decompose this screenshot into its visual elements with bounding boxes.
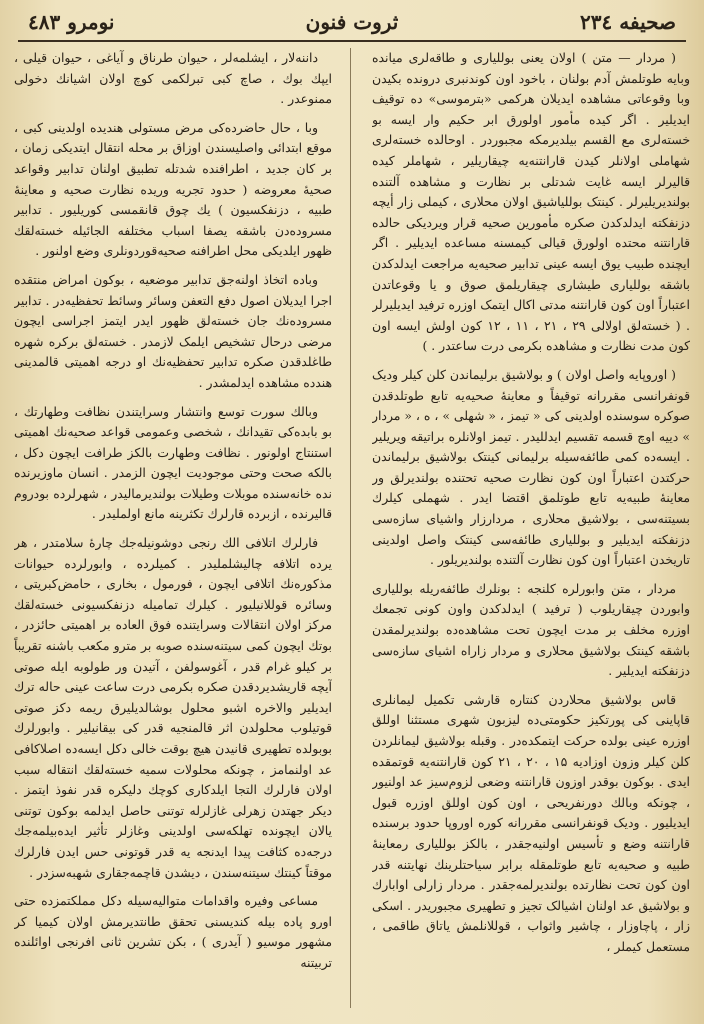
journal-title: ثروت فنون xyxy=(305,10,399,34)
paragraph: مردار ، متن وابورلره کلنجه : بونلرك طائفه‌ریله بوللیاری وابوردن چیقاریلوب ( ترفید ) ایدلدکدن واون کونی تجمعك اوزره مخلف بر مدت ایچون تحت مشاهده‌ده بولندیرلمقدن باشقه کینتک بولاشیق محلاری و مردار زاراه اشیای سازه‌سی دزنفکته ایدیلیر . xyxy=(372,580,690,679)
paragraph: ( مردار — متن ) اولان یعنی بوللیاری و طاقه‌لری میانده وبایه طوتلمش آدم بولنان ، باخود اون کوندنبری درونده بکیدن وبا وقوعاتی مشاهده ایدیلان هرکمی «بترموسی» ده توقیف ایدیلیر . اگر کیده مأمور اولورق ابر حکیم وار ایسه بو خسته‌لری مع القسم بیلدیرمکه مجبوردر . اوحالده خسته‌لری شهاملی اولانلر کیدن قارانتنه‌یه چیقاریلیر ، شهاملر کیده قالیرلر ایسه غایت شدتلی بر نظارت و مشاهده آلتنده بولندیریلیرلر . کینتک بوللیاشیق اولان محلاری ، کیملی زار أیچه دزنفکته ایدلدکدن صکره مأمورین صحیه قرار ویردیکی حالده قارانتنه محتده اولورق قیالی کیمسنه مساعده ایدیلیر . اگر ایچنده طبیب یوق ایسه عینی تدابیر صحیه‌یه مراجعت ایدلدکدن باشقه بوللیاری طیشاری چیقاریلمق صوق و یا وقوعاتدن اعتباراً اون کون قارانتنه مدتی اکال ایتمک اوزره ترفید ایدیلیرلر . ( خسته‌لق اولالی ۲۹ ، ۲۱ ، ۱۱ ، ۱۲ کون اولش ایسه اون کون مدت نظارت و مشاهده بکرمی درت ساعتدر . ) xyxy=(372,50,690,354)
paragraph: قاس بولاشیق محلاردن کنتاره قارشی تکمیل لیمانلری قاپاینی کی پورتکیز حکومتی‌ده لیزبون شهری مستثنا اوللق اوزره عینی بولده حرکت ایتمکده‌در . وقبله بولاشیق لیمانلردن کلن کیلر وزون اوزادیه ۱۵ ، ۲۰ ، ۲۱ کون قارانتنه‌یه قوتمقده ایدی . بوکون بوقدر اوزون قارانتنه وضعی لزوم‌سیز عد اولنیور ، چونکه وبالك دورنفریحی ، اون کون اوللق اوزره قبول ایدیلیور . ودیک قونفرانسی مقررانه کوره اوروپا حدود برسنده قارانتنه وضع و تأسیس اولنیه‌جقدر ، بالکز بوللیاری رمعاینهٔ طبیه و صحیه‌یه تابع طوتلمقله برابر سیاحتلرینك نهایتنه قدر اون کون تحت نظارتده بولندیرلمه‌جقدر . مردار زارلی اوابارك و بولاشیق عد اولنان اشیالک تجیز و تطهیری مجبوریدر . اسکی زار ، پاچاوزار ، چاشیر واثواب ، قوللانلمش یاتاق طاقمی ، مستعمل کیملر ، xyxy=(372,691,690,954)
paragraph: وبا ، حال حاضرده‌کی مرض مستولی هندیده اولدینی کبی ، موقع ابتدائی واصلیسندن اوزاق بر محله انتقال ایتدیکی زمان ، بر کان جدید ، اطرافنده شدتله تطبیق اولنان تدابیر وقواعد صحیهٔ معروضه ( حدود تجریه وریده نظارت صحیه و معاینهٔ طبیه ، دزنفکسیون ) یك چوق قانقمسی کوریلیور . تدابیر مسروده‌دن باشقه یصفا اسباب مختلفه الجائیله خسته‌لقك ظهور ایلدیکی محل اطرافنه صحیه‌قوردونلری وضع اولنور . xyxy=(14,119,332,259)
issue-number: نومرو ٤٨٣ xyxy=(28,10,115,34)
paragraph: ( اوروپایه واصل اولان ) و بولاشیق برلیماندن کلن کیلر ودیک قونفرانسی مقررانه توقیفاً و معاینهٔ صحیه‌یه تابع طوتلدقدن صوکره سوسنده اولدینی کی « تیمز ، « شهلی » ، ه ، « مردار » دییه اوچ قسمه تقسیم ایدللیدر . تیمز اولانلره براتیقه ویریلیر . ایسه‌ده کمی طائفه‌سیله برلیمانی کینتک بولاشیق برلیماندن حرکتدن اعتباراً اون کون نظارت صحیه تحتنده بولندیرلق ور معاینهٔ طبیه‌یه تابع طوتلمق اقتضا ایدر . شهملی کیلرك بسیتنه‌سی ، بولاشیق محلاری ، مردارزار واشیای سازه‌سی دزنفکته ایدیلیر و بوللیاری طائفه‌سی کینتک واصل اولدینی تاریخدن اعتباراً اون کون نظارت آلتنده بولندیریلور . xyxy=(372,366,690,568)
paragraph: وبالك سورت توسع وانتشار وسرایتندن نظافت وطهارتك ، بو بابده‌کی تقیدانك ، شخصی وعمومی قواعد صحیه‌نك اهمیتی استنتاج اولونور . نظافت وطهارت بالکز طرافت ایچون دکل ، بالکه صحت وحتی موجودیت ایچون الزمدر . انسان ماوزیرنده نده خانه‌سنده موبلات وطیلات بولندیرمالیدر ، شهرلرده بودروم قالیرنده ، ازبرده قارلرك تکثرینه مانع اولملیدر . xyxy=(14,403,332,522)
paragraph: فارلرك اتلافی الك رنجی دوشونیله‌جك چارهٔ سلامتدر ، هر یرده اتلافه چالیشلملیدر . کمیلرده ، وابورلرده حیوانات مذکوره‌نك اتلافی ایچون ، فورمول ، بخاری ، حامض‌کبریتی ، وسائره قوللانیلیور . کیلرك تمامیله دزنفکسیونی خسته‌لقك مرکز اولان انتقالات وسرایتنده فوق العاده بر اهمیتی حائزدر ، بوتك ایچون کمی سیتنه‌سنده صوبه بر مترو مکعب باشنه تقریباً بر کیلو غرام قدر ، آغوسولفن ، آتیدن ور طولوبه ایله صوتی آیچه قاریشدیردقدن صکره بکرمی درت ساعت عینی حاله ترك ایدیلیر والاخره اشبو محلول بوشالدیلیرق ریمه دکز صوتی قوتیلوب محلولدن اثر قالمنجیه قدر کی بیقانیلیر . وابورلرك بوبولده تطهیری قانیدن هیچ بوقت خالی دکل ایسه‌ده اصلاکافی عد اولنمامز ، چونکه محلولات سمیه خسته‌لقك انتقاله سبب اولان فارلرك التجا ایلدکاری کوچك دلیکره قدر نفوذ ایتمز . دیکر جهتدن زهرلی غازلرله توتنی حاصل ایدلمه بوکون توتنی یالان ایچونده تهلکه‌سی اولدینی وغازلر تأثیر ایده‌بیلمه‌جك درجه‌ده کثافت پیدا ایدنجه یه قدر قوتونی حس ایدن فارلرك موقتاً کینتك سیتنه‌سندن ، دیشدن قاچمه‌جقاری شهبه‌سزدر . xyxy=(14,535,332,880)
right-column xyxy=(372,48,690,1008)
page-header xyxy=(18,6,686,40)
paragraph: مساعی وفیره واقدامات متوالیه‌سیله دکل مملکتمزده حتی اورو پاده بیله کندیسنی تحقق طانتدیرمش اولان کیمیا کر مشهور موسیو ( آیدری ) ، بکن تشرین ثانی افرنجی اوائلنده تربیتنه xyxy=(14,893,332,970)
paragraph: وباده اتخاذ اولنه‌جق تدابیر موضعیه ، بوکون امراض منتقده اجرا ایدیلان اصول دفع التعفن وسائر وسائط تحفظیه‌در . تدابیر مسروده‌نك جان خسته‌لق ظهور ایدر ایتمز اجراسی ایچون مرضی درحال تشخیص ایلمک لازمدر . خسته‌لق برکره شهره طاغلدقدن صکره تدابیر تحفظیه‌نك او درجه اهمیتی قالمدینی هندده مشاهده ایدلمشدر . xyxy=(14,271,332,390)
column-divider xyxy=(350,48,351,1008)
page-number: صحیفه ۲۳٤ xyxy=(580,10,676,34)
left-column xyxy=(14,48,332,1008)
paragraph: داننه‌لار ، ایشلمه‌لر ، حیوان طرناق و آیاغی ، حیوان قیلی ، ایپك بوك ، صاچ کبی تبرلکمی کوچ اولان اشیانك دخولی ممنوعدر . xyxy=(14,50,332,107)
header-divider xyxy=(18,40,686,42)
